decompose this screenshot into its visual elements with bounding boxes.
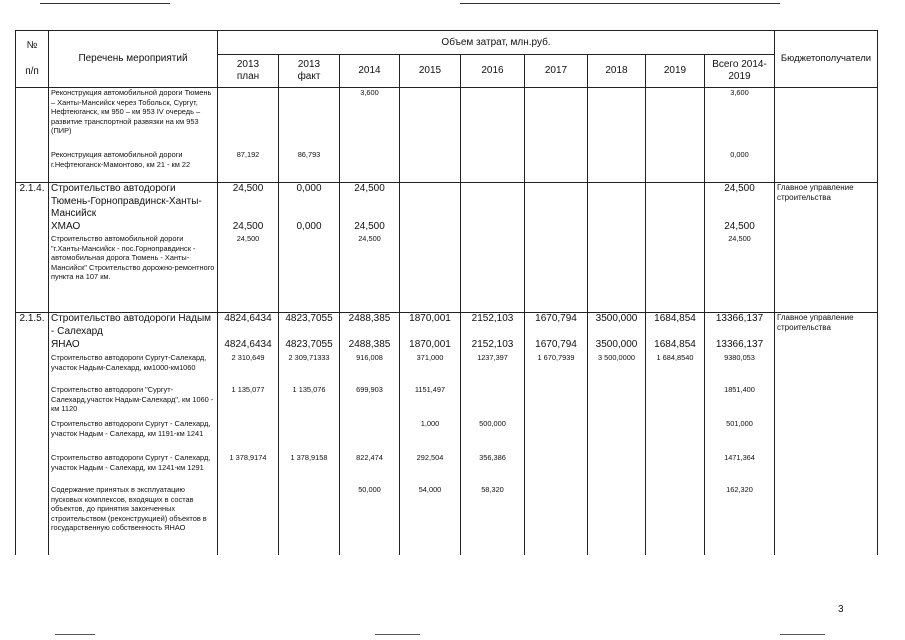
item-line: ХМАО [51,221,81,232]
value-cell [646,183,705,313]
value: 3,600 [360,88,379,97]
item-line: ЯНАО [51,339,80,350]
row-number [16,88,49,183]
value [527,385,585,419]
value: 1684,854 [654,313,696,324]
list-header: Перечень мероприятий [49,31,218,88]
year-header: 2015 [400,55,461,88]
value: 1870,001 [409,313,451,324]
value-cell [705,183,775,313]
value [281,485,337,555]
item-line: Строительство автодороги Тюмень-Горноправдинск-Ханты-Мансийск [51,183,202,219]
value [402,150,458,182]
value [463,234,522,312]
value: 24,500 [724,183,755,194]
value: 58,320 [481,485,504,494]
year-header: 2019 [646,55,705,88]
value [590,453,643,485]
value: 86,793 [297,150,321,159]
value [648,419,702,453]
value: 1 135,076 [292,385,326,394]
value-cell [218,88,279,183]
value [590,234,643,312]
value [402,221,458,234]
top-rule-right [460,3,780,4]
bottom-rule-mid [375,634,420,635]
value-cell [279,183,340,313]
value: 356,386 [479,453,506,462]
value: 13366,137 [715,339,764,350]
table-row [16,313,878,556]
num-header-sub: п/п [25,66,39,77]
value: 2152,103 [471,313,514,324]
item-line: Содержание принятых в эксплуатацию пусковых комплексов, входящих в состав объектов, до принятия законченных строительством (реконструкцией) объектов в государственную собственность ЯНАО [51,485,207,533]
value: 2152,103 [471,339,514,350]
item-description [49,88,218,183]
value [590,419,643,453]
value [590,485,643,555]
value: 3500,000 [595,339,638,350]
year-header: 2013 факт [279,55,340,88]
value: 1 670,7939 [537,353,575,362]
value: 371,000 [416,353,444,362]
top-rule-left [40,3,170,4]
volume-header: Объем затрат, млн.руб. [218,31,775,55]
value: 24,500 [354,221,385,232]
value: 24,500 [232,183,264,194]
value: 1 684,8540 [656,353,694,362]
value: 1237,397 [477,353,508,362]
value-cell [525,313,588,556]
value [402,234,458,312]
value: 501,000 [726,419,753,428]
value: 0,000 [730,150,749,159]
budget-recipient: Главное управление строительства [775,313,878,556]
budget-recipient [775,88,878,183]
value: 0,000 [296,221,322,232]
value-cell [461,313,525,556]
row-number: 2.1.5. [16,313,49,556]
value: 162,320 [726,485,753,494]
value: 24,500 [236,234,260,243]
value-cell [279,88,340,183]
value-cell [400,183,461,313]
item-line: Строительство автомобильной дороги "г.Ханты-Мансийск - пос.Горноправдинск - автомобильная дорога Тюмень - Ханты-Мансийск" Строительство дорожно-ремонтного пункта на 107 км. [51,234,215,282]
value: 1670,794 [535,313,577,324]
year-header: 2017 [525,55,588,88]
value-cell [400,88,461,183]
value-cell [525,88,588,183]
item-line: Строительство автодороги Сургут - Салехард, участок Надым - Салехард, км 1191-км 1241 [51,419,211,438]
value [648,88,702,150]
value-cell [461,183,525,313]
value-cell [461,88,525,183]
value: 916,008 [356,353,383,362]
num-header [16,31,49,88]
value: 4823,7055 [285,339,333,350]
value: 24,500 [354,183,385,194]
item-description [49,183,218,313]
value: 1 135,077 [231,385,265,394]
value [590,221,643,234]
value-cell [218,183,279,313]
page-number: 3 [838,604,844,615]
value: 2 310,649 [231,353,265,362]
value [648,485,702,555]
value [281,234,337,312]
value: 24,500 [358,234,381,243]
item-line: Строительство автодороги Надым - Салехард [51,313,212,337]
value [527,183,585,221]
value-cell [525,183,588,313]
value [281,419,337,453]
num-header-label: № [26,40,38,51]
value: 3,600 [730,88,749,97]
value-cell [646,313,705,556]
value: 4823,7055 [285,313,333,324]
value [648,221,702,234]
bottom-rule-left [55,634,95,635]
table-row [16,183,878,313]
value [402,88,458,150]
value [463,150,522,182]
item-line: Строительство автодороги Сургут-Салехард, участок Надым-Салехард, км1000-км1060 [51,353,207,372]
value [342,150,397,182]
value: 1851,400 [724,385,755,394]
item-line: Строительство автодороги "Сургут-Салехард,участок Надым-Салехард", км 1060 - км 1120 [51,385,214,414]
value: 1 378,9158 [290,453,328,462]
value [527,453,585,485]
value: 4824,6434 [224,339,272,350]
value [463,221,522,234]
value: 4824,6434 [224,313,272,324]
value [527,234,585,312]
value: 1870,001 [409,339,451,350]
value: 54,000 [418,485,442,494]
value: 699,903 [356,385,383,394]
value: 822,474 [356,453,383,462]
value [590,183,643,221]
value [402,183,458,221]
value-cell [340,313,400,556]
value-cell [279,313,340,556]
value [463,183,522,221]
value: 500,000 [479,419,506,428]
budget-recipient: Главное управление строительства [775,183,878,313]
item-line: Строительство автодороги Сургут - Салехард, участок Надым - Салехард, км 1241-км 1291 [51,453,211,472]
row-number: 2.1.4. [16,183,49,313]
value [590,150,643,182]
item-line: Реконструкция автомобильной дороги г.Нефтеюганск-Мамонтово, км 21 - км 22 [51,150,191,169]
value-cell [646,88,705,183]
value: 87,192 [236,150,260,159]
value [220,419,276,453]
value [527,221,585,234]
recipients-header: Бюджетополучатели [775,31,878,88]
value: 1,000 [420,419,440,428]
value-cell [400,313,461,556]
value [648,150,702,182]
value: 1151,497 [414,385,446,394]
value: 1684,854 [654,339,696,350]
value: 24,500 [232,221,264,232]
year-header: 2018 [588,55,646,88]
value: 2488,385 [348,339,391,350]
value: 24,500 [724,221,755,232]
value [220,485,276,555]
value [527,88,585,150]
value [527,419,585,453]
value [527,150,585,182]
value [590,88,643,150]
value: 1670,794 [535,339,577,350]
value [648,385,702,419]
value [463,88,522,150]
value: 2488,385 [348,313,391,324]
value: 0,000 [296,183,322,194]
year-header: 2013 план [218,55,279,88]
item-line: Реконструкция автомобильной дороги Тюмень – Ханты-Мансийск через Тобольск, Сургут, Нефтеюганск, км 950 – км 953 IV очередь – развитие транспортной развязки на км 953 (ПИР) [51,88,212,136]
value-cell [588,183,646,313]
value: 1 378,9174 [229,453,267,462]
value: 50,000 [358,485,381,494]
value [527,485,585,555]
value: 9380,053 [724,353,755,362]
value [281,88,337,150]
value: 2 309,71333 [288,353,330,362]
year-header: 2014 [340,55,400,88]
table-row [16,88,878,183]
value: 3 500,0000 [598,353,635,362]
year-header: Всего 2014- 2019 [705,55,775,88]
value-cell [588,88,646,183]
value: 292,504 [416,453,444,462]
value [648,183,702,221]
cost-table [15,30,878,555]
value-cell [705,88,775,183]
value-cell [705,313,775,556]
value: 1471,364 [724,453,755,462]
value [590,385,643,419]
value [463,385,522,419]
value: 24,500 [728,234,751,243]
value [220,88,276,150]
value [648,234,702,312]
value-cell [588,313,646,556]
value-cell [340,183,400,313]
value [648,453,702,485]
bottom-rule-right [780,634,825,635]
value-cell [340,88,400,183]
value: 13366,137 [715,313,764,324]
value-cell [218,313,279,556]
value: 3500,000 [595,313,638,324]
value [342,419,397,453]
item-description [49,313,218,556]
year-header: 2016 [461,55,525,88]
